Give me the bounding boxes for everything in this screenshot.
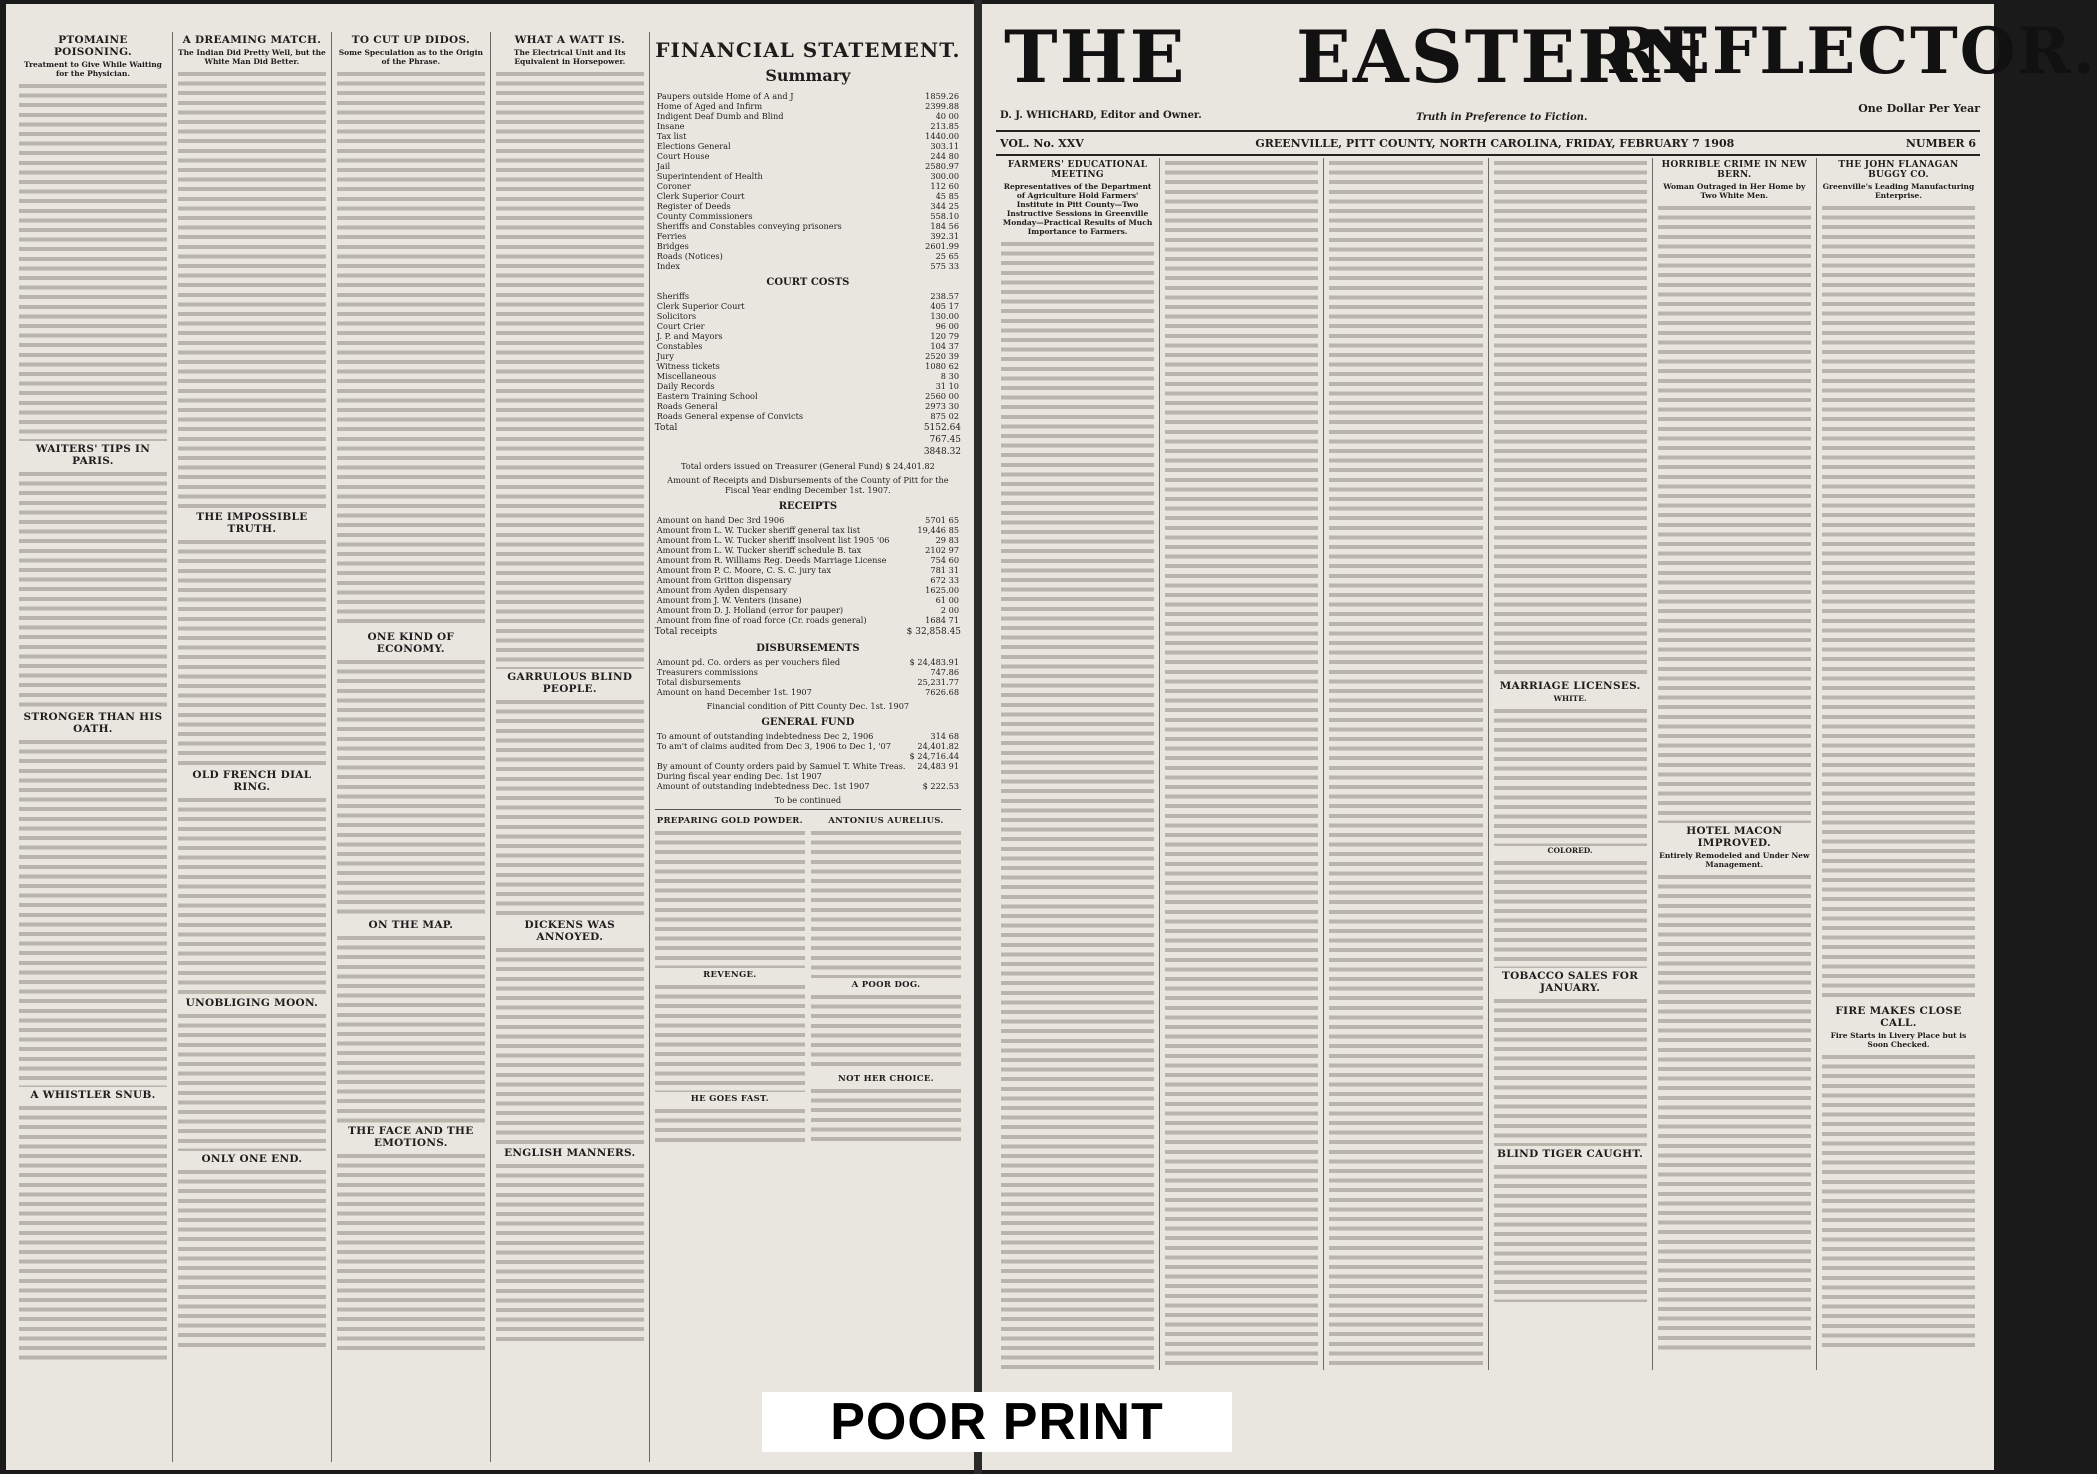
lower-article-column — [811, 814, 961, 1146]
column-headline: THE JOHN FLANAGAN BUGGY CO. — [1838, 160, 1959, 180]
ledger-item: Amount from Ayden dispensary — [656, 585, 788, 595]
receipts-total-value: $ 32,858.45 — [906, 627, 962, 637]
column-headline: BLIND TIGER CAUGHT. — [1497, 1148, 1644, 1160]
ledger-item: Amount on hand Dec 3rd 1906 — [656, 515, 785, 525]
ledger-amount — [908, 771, 961, 781]
court-total-row-2 — [655, 435, 961, 445]
ledger-amount: 238.57 — [930, 291, 960, 301]
column-subhead: Some Speculation as to the Origin of the Phrase. — [338, 48, 483, 66]
page-gutter — [974, 0, 982, 1474]
ledger-amount: 31 10 — [935, 381, 960, 391]
ledger-row — [655, 211, 961, 221]
ledger-item: Amount from J. W. Venters (insane) — [656, 595, 802, 605]
court-costs-title: COURT COSTS — [766, 277, 850, 288]
ledger-row — [655, 391, 961, 401]
illegible-text-block — [1494, 706, 1647, 846]
ledger-amount: 244 80 — [930, 151, 960, 161]
illegible-text-block — [655, 982, 805, 1092]
ledger-item: Coroner — [656, 181, 691, 191]
ledger-item: Elections General — [656, 141, 731, 151]
ledger-item: Amount from L. W. Tucker sheriff insolvent list 1905 '06 — [656, 535, 890, 545]
ledger-amount: 130.00 — [930, 311, 960, 321]
left-column-3 — [332, 32, 491, 1462]
masthead-reflector: REFLECTOR. — [1606, 14, 2097, 89]
ledger-row — [655, 741, 961, 751]
colored-label: COLORED. — [1547, 846, 1593, 855]
ledger-item: Amount from P. C. Moore, C. S. C. jury tax — [656, 565, 832, 575]
right-newspaper-page — [982, 4, 2097, 1470]
ledger-item: Amount from fine of road force (Cr. roads general) — [656, 615, 867, 625]
ledger-row — [655, 381, 961, 391]
ledger-amount: 2520 39 — [925, 351, 960, 361]
illegible-text-block — [19, 737, 167, 1087]
illegible-text-block — [337, 69, 485, 629]
ledger-item — [655, 751, 908, 761]
ledger-item: Sheriffs and Constables conveying prisoners — [656, 221, 842, 231]
column-headline: STRONGER THAN HIS OATH. — [23, 711, 163, 735]
ledger-row — [655, 781, 961, 791]
ledger-amount: 672 33 — [930, 575, 960, 585]
ledger-amount: 24,401.82 — [917, 741, 960, 751]
ledger-item: To amount of outstanding indebtedness Dec 2, 1906 — [656, 731, 874, 741]
ledger-amount: 2102 97 — [925, 545, 960, 555]
ledger-amount: 1080 62 — [925, 361, 960, 371]
illegible-text-block — [811, 992, 961, 1072]
ledger-item: Total disbursements — [656, 677, 741, 687]
ledger-amount: 405 17 — [930, 301, 960, 311]
column-subhead: The Indian Did Pretty Well, but the White Man Did Better. — [177, 48, 326, 66]
illegible-text-block — [178, 69, 326, 509]
column-headline: HOTEL MACON IMPROVED. — [1686, 825, 1783, 849]
ledger-amount: 25 65 — [935, 251, 960, 261]
ledger-amount: 1440.00 — [925, 131, 960, 141]
white-label: WHITE. — [1553, 694, 1587, 703]
lower-headline: PREPARING GOLD POWDER. — [656, 816, 803, 826]
illegible-text-block — [178, 1167, 326, 1347]
ledger-item: Witness tickets — [656, 361, 720, 371]
ledger-amount: 104 37 — [930, 341, 960, 351]
ledger-row — [655, 131, 961, 141]
ledger-item: Roads (Notices) — [656, 251, 723, 261]
ledger-row — [655, 311, 961, 321]
column-headline: ONLY ONE END. — [201, 1153, 303, 1165]
ledger-amount: 303.11 — [930, 141, 960, 151]
court-costs-table — [655, 291, 961, 421]
illegible-text-block — [1494, 1162, 1647, 1302]
illegible-text-block — [337, 657, 485, 917]
ledger-amount: 300.00 — [930, 171, 960, 181]
column-subhead: Greenville's Leading Manufacturing Enterprise. — [1822, 182, 1975, 200]
ledger-item: Amount from Gritton dispensary — [656, 575, 792, 585]
illegible-text-block — [1822, 203, 1975, 1003]
disbursements-title: DISBURSEMENTS — [756, 643, 860, 654]
column-headline: TO CUT UP DIDOS. — [351, 34, 470, 46]
receipts-total-row — [655, 627, 961, 637]
ledger-item: Clerk Superior Court — [656, 191, 745, 201]
ledger-item: Daily Records — [656, 381, 715, 391]
ledger-row — [655, 615, 961, 625]
ledger-amount: 2973 30 — [925, 401, 960, 411]
ledger-amount: $ 24,483.91 — [909, 657, 960, 667]
poor-print-stamp: POOR PRINT — [762, 1392, 1232, 1452]
illegible-text-block — [655, 828, 805, 968]
ledger-amount: 29 83 — [935, 535, 960, 545]
ledger-row — [655, 751, 961, 761]
ledger-item: During fiscal year ending Dec. 1st 1907 — [656, 771, 822, 781]
illegible-text-block — [1822, 1052, 1975, 1352]
column-headline: OLD FRENCH DIAL RING. — [192, 769, 312, 793]
illegible-text-block — [19, 1103, 167, 1363]
court-total-row-3 — [655, 447, 961, 457]
ledger-amount: 2399.88 — [925, 101, 960, 111]
column-headline: UNOBLIGING MOON. — [185, 997, 319, 1009]
illegible-text-block — [496, 1161, 644, 1341]
ledger-amount: 120 79 — [930, 331, 960, 341]
ledger-amount: 24,483 91 — [917, 761, 960, 771]
masthead — [996, 14, 2097, 134]
ledger-item: Roads General expense of Convicts — [656, 411, 804, 421]
lower-headline: A POOR DOG. — [851, 980, 921, 990]
right-column-3 — [1324, 158, 1488, 1370]
ledger-amount: 575 33 — [930, 261, 960, 271]
masthead-editor: D. J. WHICHARD, Editor and Owner. — [1000, 110, 1202, 121]
issue-number: NUMBER 6 — [1905, 136, 1976, 150]
ledger-item: Amount of outstanding indebtedness Dec. 1st 1907 — [656, 781, 870, 791]
ledger-row — [655, 401, 961, 411]
illegible-text-block — [1494, 158, 1647, 678]
column-subhead: Representatives of the Department of Agriculture Hold Farmers' Institute in Pitt County—Two Instructive Sessions in Greenville Monday—Practical Results of Much Importance to Farmers. — [1002, 182, 1153, 236]
ledger-item: Jury — [656, 351, 674, 361]
ledger-row — [655, 221, 961, 231]
ledger-row — [655, 411, 961, 421]
ledger-item: Constables — [656, 341, 703, 351]
ledger-item: Amount pd. Co. orders as per vouchers filed — [656, 657, 841, 667]
lower-headline: NOT HER CHOICE. — [838, 1074, 934, 1084]
ledger-item: Roads General — [656, 401, 718, 411]
receipts-total-label: Total receipts — [654, 627, 718, 637]
ledger-row — [655, 361, 961, 371]
ledger-row — [655, 761, 961, 771]
court-total-row — [655, 423, 961, 433]
ledger-row — [655, 261, 961, 271]
illegible-text-block — [19, 81, 167, 441]
column-headline: ONE KIND OF ECONOMY. — [367, 631, 455, 655]
masthead-eastern: EASTERN — [1296, 14, 1707, 99]
ledger-item: Jail — [656, 161, 671, 171]
ledger-row — [655, 667, 961, 677]
column-subhead: Woman Outraged in Her Home by Two White Men. — [1663, 182, 1806, 200]
lower-article-column — [655, 814, 805, 1146]
column-headline: TOBACCO SALES FOR JANUARY. — [1501, 970, 1639, 994]
column-headline: FIRE MAKES CLOSE CALL. — [1835, 1005, 1962, 1029]
ledger-row — [655, 575, 961, 585]
ledger-amount: 2601.99 — [925, 241, 960, 251]
ledger-row — [655, 371, 961, 381]
ledger-item: Register of Deeds — [656, 201, 731, 211]
column-headline: A WHISTLER SNUB. — [30, 1089, 156, 1101]
place-and-date: GREENVILLE, PITT COUNTY, NORTH CAROLINA, FRIDAY, FEBRUARY 7 1908 — [1255, 136, 1735, 150]
ledger-row — [655, 201, 961, 211]
illegible-text-block — [496, 69, 644, 669]
ledger-row — [655, 301, 961, 311]
ledger-item: Amount on hand December 1st. 1907 — [656, 687, 812, 697]
financial-statement-column — [650, 32, 966, 1462]
ledger-amount: 2 00 — [940, 605, 960, 615]
masthead-price: One Dollar Per Year — [1858, 102, 1980, 115]
lower-headline: REVENGE. — [703, 970, 757, 980]
left-page-columns — [14, 32, 966, 1462]
column-subhead: Treatment to Give While Waiting for the Physician. — [24, 60, 162, 78]
summary-table — [655, 91, 961, 271]
court-total-value-3: 3848.32 — [923, 447, 962, 457]
ledger-row — [655, 535, 961, 545]
column-headline: MARRIAGE LICENSES. — [1499, 680, 1641, 692]
ledger-row — [655, 565, 961, 575]
disbursements-table — [655, 657, 961, 697]
ledger-amount: 314 68 — [930, 731, 960, 741]
ledger-amount: 8 30 — [940, 371, 960, 381]
ledger-amount: 7626.68 — [925, 687, 960, 697]
ledger-item: Index — [656, 261, 680, 271]
receipts-intro: Amount of Receipts and Disbursements of the County of Pitt for the Fiscal Year ending December 1st. 1907. — [667, 475, 949, 495]
ledger-row — [655, 555, 961, 565]
left-column-2 — [173, 32, 332, 1462]
column-subhead: Fire Starts in Livery Place but is Soon Checked. — [1830, 1031, 1967, 1049]
illegible-text-block — [1658, 872, 1811, 1352]
ledger-row — [655, 515, 961, 525]
ledger-item: By amount of County orders paid by Samuel T. White Treas. — [656, 761, 906, 771]
column-headline: A DREAMING MATCH. — [182, 34, 322, 46]
ledger-row — [655, 605, 961, 615]
left-column-1 — [14, 32, 173, 1462]
receipts-title: RECEIPTS — [778, 501, 838, 512]
ledger-row — [655, 677, 961, 687]
ledger-item: Ferries — [656, 231, 687, 241]
ledger-row — [655, 141, 961, 151]
column-headline: PTOMAINE POISONING. — [53, 34, 132, 58]
receipts-table — [655, 515, 961, 625]
masthead-motto: Truth in Preference to Fiction. — [1416, 112, 1588, 123]
ledger-item: Bridges — [656, 241, 689, 251]
ledger-amount: 875 02 — [930, 411, 960, 421]
lower-headline: ANTONIUS AURELIUS. — [828, 816, 944, 826]
column-headline: FARMERS' EDUCATIONAL MEETING — [1007, 160, 1148, 180]
ledger-item: Paupers outside Home of A and J — [656, 91, 794, 101]
ledger-amount: 2560 00 — [925, 391, 960, 401]
column-headline: ENGLISH MANNERS. — [504, 1147, 636, 1159]
ledger-row — [655, 291, 961, 301]
ledger-row — [655, 331, 961, 341]
ledger-row — [655, 181, 961, 191]
illegible-text-block — [1329, 158, 1482, 1368]
ledger-item: Amount from R. Williams Reg. Deeds Marriage License — [656, 555, 887, 565]
ledger-row — [655, 151, 961, 161]
orders-issued-line: Total orders issued on Treasurer (General Fund) $ 24,401.82 — [680, 461, 935, 471]
column-headline: DICKENS WAS ANNOYED. — [524, 919, 616, 943]
ledger-amount: 1625.00 — [925, 585, 960, 595]
general-fund-title: GENERAL FUND — [761, 717, 855, 728]
ledger-item: Superintendent of Health — [656, 171, 763, 181]
illegible-text-block — [1494, 858, 1647, 968]
illegible-text-block — [1494, 996, 1647, 1146]
ledger-row — [655, 121, 961, 131]
illegible-text-block — [655, 1106, 805, 1146]
right-column-5 — [1653, 158, 1817, 1370]
financial-statement-title: FINANCIAL STATEMENT. — [655, 38, 961, 62]
ledger-amount: 25,231.77 — [917, 677, 960, 687]
financial-condition-note: Financial condition of Pitt County Dec. 1st. 1907 — [706, 701, 910, 711]
column-headline: GARRULOUS BLIND PEOPLE. — [507, 671, 633, 695]
court-total-value-2: 767.45 — [929, 435, 962, 445]
illegible-text-block — [178, 795, 326, 995]
illegible-text-block — [337, 1151, 485, 1351]
ledger-row — [655, 771, 961, 781]
ledger-item: Amount from L. W. Tucker sheriff general tax list — [656, 525, 861, 535]
general-fund-table — [655, 731, 961, 791]
left-column-4 — [491, 32, 650, 1462]
right-column-2 — [1160, 158, 1324, 1370]
ledger-amount: 344 25 — [930, 201, 960, 211]
ledger-amount: 96 00 — [935, 321, 960, 331]
divider — [655, 809, 961, 810]
ledger-row — [655, 341, 961, 351]
ledger-item: Eastern Training School — [656, 391, 758, 401]
ledger-item: Solicitors — [656, 311, 697, 321]
ledger-amount: 1859.26 — [925, 91, 960, 101]
ledger-item: Clerk Superior Court — [656, 301, 745, 311]
ledger-row — [655, 657, 961, 667]
ledger-row — [655, 171, 961, 181]
column-headline: THE IMPOSSIBLE TRUTH. — [196, 511, 308, 535]
ledger-row — [655, 351, 961, 361]
ledger-item: Court Crier — [656, 321, 705, 331]
ledger-row — [655, 321, 961, 331]
ledger-item: Miscellaneous — [656, 371, 717, 381]
summary-title: Summary — [765, 66, 851, 85]
lower-articles — [655, 814, 961, 1146]
column-headline: WHAT A WATT IS. — [514, 34, 625, 46]
ledger-item: J. P. and Mayors — [656, 331, 723, 341]
column-subhead: The Electrical Unit and Its Equivalent in Horsepower. — [513, 48, 626, 66]
ledger-item: Sheriffs — [656, 291, 690, 301]
ledger-amount: 747.86 — [930, 667, 960, 677]
column-headline: HORRIBLE CRIME IN NEW BERN. — [1661, 160, 1807, 180]
volume-number: VOL. No. XXV — [1000, 136, 1084, 150]
ledger-item: Court House — [656, 151, 710, 161]
lower-headline: HE GOES FAST. — [690, 1094, 769, 1104]
ledger-amount: 45 85 — [935, 191, 960, 201]
right-column-4 — [1489, 158, 1653, 1370]
illegible-text-block — [1658, 203, 1811, 823]
ledger-amount: 2580.97 — [925, 161, 960, 171]
masthead-the: THE — [1004, 14, 1187, 99]
ledger-row — [655, 731, 961, 741]
right-column-1 — [996, 158, 1160, 1370]
illegible-text-block — [178, 537, 326, 767]
ledger-row — [655, 585, 961, 595]
ledger-item: To am't of claims audited from Dec 3, 1906 to Dec 1, '07 — [656, 741, 891, 751]
column-headline: ON THE MAP. — [368, 919, 454, 931]
ledger-row — [655, 595, 961, 605]
ledger-item: Insane — [656, 121, 685, 131]
illegible-text-block — [811, 1086, 961, 1146]
ledger-amount: 5701 65 — [925, 515, 960, 525]
illegible-text-block — [178, 1011, 326, 1151]
right-page-columns — [996, 158, 1980, 1370]
ledger-amount: 754 60 — [930, 555, 960, 565]
column-subhead: Entirely Remodeled and Under New Management. — [1659, 851, 1810, 869]
ledger-row — [655, 525, 961, 535]
dateline — [996, 130, 1980, 156]
ledger-amount: 213.85 — [930, 121, 960, 131]
ledger-row — [655, 251, 961, 261]
illegible-text-block — [496, 945, 644, 1145]
ledger-item: Amount from L. W. Tucker sheriff schedule B. tax — [656, 545, 862, 555]
ledger-amount: 61 00 — [935, 595, 960, 605]
ledger-row — [655, 161, 961, 171]
ledger-amount: 40 00 — [935, 111, 960, 121]
ledger-row — [655, 545, 961, 555]
illegible-text-block — [1165, 158, 1318, 1368]
ledger-amount: 781 31 — [930, 565, 960, 575]
right-column-6 — [1817, 158, 1980, 1370]
ledger-amount: 558.10 — [930, 211, 960, 221]
court-total-value: 5152.64 — [923, 423, 962, 433]
ledger-item: Home of Aged and Infirm — [656, 101, 763, 111]
ledger-row — [655, 191, 961, 201]
illegible-text-block — [1001, 239, 1154, 1369]
ledger-row — [655, 101, 961, 111]
ledger-item: Indigent Deaf Dumb and Blind — [656, 111, 784, 121]
ledger-amount: $ 222.53 — [922, 781, 960, 791]
ledger-amount: 1684 71 — [925, 615, 960, 625]
ledger-row — [655, 91, 961, 101]
ledger-item: Tax list — [656, 131, 687, 141]
ledger-amount: 19,446 85 — [917, 525, 960, 535]
to-be-continued: To be continued — [774, 795, 842, 805]
column-headline: THE FACE AND THE EMOTIONS. — [348, 1125, 474, 1149]
ledger-amount: 392.31 — [930, 231, 960, 241]
ledger-row — [655, 687, 961, 697]
left-newspaper-page — [6, 4, 974, 1470]
ledger-amount: 112 60 — [930, 181, 960, 191]
ledger-amount: 184 56 — [930, 221, 960, 231]
court-total-label: Total — [654, 423, 678, 433]
ledger-amount: $ 24,716.44 — [909, 751, 960, 761]
illegible-text-block — [811, 828, 961, 978]
illegible-text-block — [19, 469, 167, 709]
ledger-item: County Commissioners — [656, 211, 753, 221]
column-headline: WAITERS' TIPS IN PARIS. — [35, 443, 151, 467]
ledger-item: Treasurers commissions — [656, 667, 758, 677]
ledger-row — [655, 241, 961, 251]
ledger-row — [655, 111, 961, 121]
illegible-text-block — [496, 697, 644, 917]
ledger-item: Amount from D. J. Holland (error for pauper) — [656, 605, 844, 615]
illegible-text-block — [337, 933, 485, 1123]
ledger-row — [655, 231, 961, 241]
